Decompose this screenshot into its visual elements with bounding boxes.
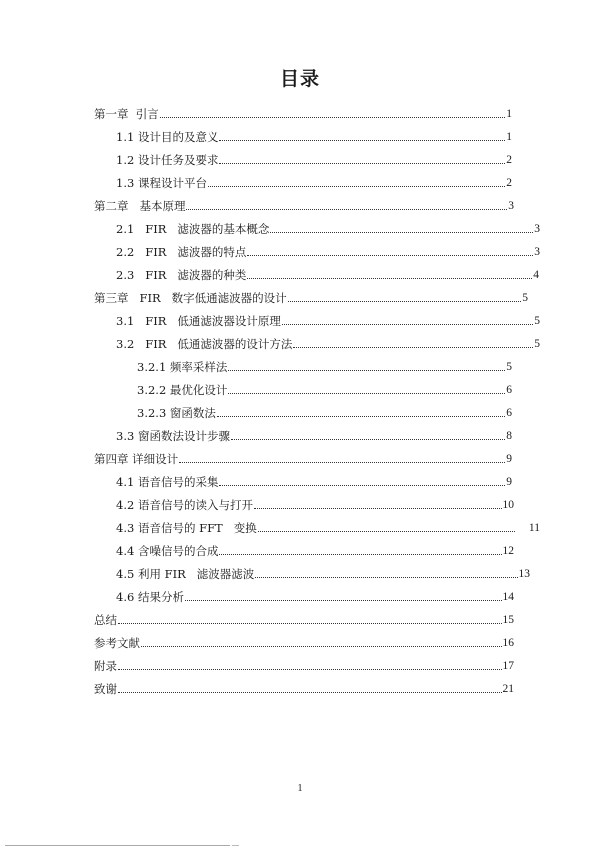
toc-entry[interactable]	[94, 676, 514, 696]
leader-dots	[141, 636, 502, 650]
toc-entry-label: 致谢	[94, 682, 117, 696]
toc-entry[interactable]	[116, 147, 512, 167]
leader-dots	[228, 383, 505, 397]
toc-entry-label: 2.2 FIR 滤波器的特点	[116, 245, 247, 259]
toc-entry[interactable]	[116, 308, 540, 328]
leader-dots	[219, 130, 505, 144]
toc-entry[interactable]	[116, 584, 514, 604]
toc-entry-page: 2	[506, 177, 512, 189]
toc-entry-label: 第四章 详细设计	[94, 452, 179, 466]
footer-rule	[5, 845, 230, 846]
leader-dots	[282, 314, 533, 328]
toc-entry[interactable]	[94, 653, 514, 673]
toc-entry[interactable]	[116, 515, 540, 535]
toc-entry[interactable]	[94, 285, 528, 305]
leader-dots	[219, 475, 505, 489]
leader-dots	[118, 682, 502, 696]
toc-entry[interactable]	[116, 423, 512, 443]
toc-entry-label: 4.4 含噪信号的合成	[116, 544, 219, 558]
leader-dots	[254, 498, 502, 512]
toc-entry-page: 5	[506, 361, 512, 373]
leader-dots	[288, 291, 522, 305]
toc-entry-label: 第三章 FIR 数字低通滤波器的设计	[94, 291, 287, 305]
toc-entry-page: 11	[528, 522, 540, 534]
leader-dots	[160, 107, 505, 121]
leader-dots	[231, 429, 505, 443]
toc-entry-page: 14	[502, 591, 514, 603]
toc-entry-label: 3.1 FIR 低通滤波器设计原理	[116, 314, 281, 328]
leader-dots	[186, 199, 507, 213]
toc-entry-page: 21	[502, 683, 514, 695]
toc-entry-page: 9	[506, 476, 512, 488]
toc-entry-label: 附录	[94, 659, 117, 673]
toc-entry-label: 3.2.3 窗函数法	[137, 406, 216, 420]
toc-entry[interactable]	[94, 101, 512, 121]
leader-dots	[217, 406, 505, 420]
toc-entry-label: 1.1 设计目的及意义	[116, 130, 219, 144]
toc-entry[interactable]	[116, 538, 514, 558]
toc-entry-page: 4	[533, 269, 539, 281]
toc-entry-label: 2.3 FIR 滤波器的种类	[116, 268, 247, 282]
toc-entry-page: 17	[502, 660, 514, 672]
leader-dots	[258, 521, 515, 535]
toc-entry-label: 总结	[94, 613, 117, 627]
page-number: 1	[297, 783, 303, 794]
leader-dots	[208, 176, 505, 190]
toc-entry-page: 8	[506, 430, 512, 442]
toc-entry-page: 13	[518, 568, 530, 580]
toc-entry-label: 4.2 语音信号的读入与打开	[116, 498, 253, 512]
toc-entry-page: 3	[508, 200, 514, 212]
leader-dots	[228, 360, 505, 374]
toc-entry-page: 6	[506, 407, 512, 419]
toc-entry-page: 5	[534, 315, 540, 327]
leader-dots	[219, 544, 501, 558]
toc-entry[interactable]	[116, 170, 512, 190]
leader-dots	[179, 452, 505, 466]
toc-entry-label: 3.2 FIR 低通滤波器的设计方法	[116, 337, 293, 351]
leader-dots	[185, 590, 502, 604]
toc-entry-label: 第二章 基本原理	[94, 199, 186, 213]
leader-dots	[118, 613, 502, 627]
toc-entry[interactable]	[137, 354, 512, 374]
toc-entry-label: 4.6 结果分析	[116, 590, 184, 604]
toc-entry-page: 5	[522, 292, 528, 304]
toc-entry[interactable]	[116, 561, 530, 581]
toc-entry-page: 6	[506, 384, 512, 396]
toc-entry[interactable]	[137, 400, 512, 420]
toc-entry[interactable]	[137, 377, 512, 397]
toc-entry-page: 1	[506, 108, 512, 120]
leader-dots	[118, 659, 502, 673]
toc-entry-page: 9	[506, 453, 512, 465]
leader-dots	[293, 337, 533, 351]
toc-entry-page: 3	[534, 223, 540, 235]
toc-entry[interactable]	[116, 262, 539, 282]
toc-entry-label: 参考文献	[94, 636, 140, 650]
toc-entry-label: 4.5 利用 FIR 滤波器滤波	[116, 567, 255, 581]
toc-entry[interactable]	[94, 630, 514, 650]
toc-entry[interactable]	[116, 469, 512, 489]
toc-entry[interactable]	[94, 193, 514, 213]
toc-entry[interactable]	[116, 124, 512, 144]
toc-entry-label: 1.3 课程设计平台	[116, 176, 207, 190]
toc-entry-page: 16	[502, 637, 514, 649]
toc-entry-page: 1	[506, 131, 512, 143]
toc-entry[interactable]	[116, 216, 540, 236]
toc-entry-label: 2.1 FIR 滤波器的基本概念	[116, 222, 270, 236]
toc-entry[interactable]	[116, 239, 540, 259]
toc-entry-label: 1.2 设计任务及要求	[116, 153, 219, 167]
toc-entry[interactable]	[94, 607, 514, 627]
leader-dots	[247, 245, 533, 259]
leader-dots	[247, 268, 532, 282]
leader-dots	[255, 567, 517, 581]
toc-entry-page: 3	[534, 246, 540, 258]
toc-entry-label: 3.3 窗函数法设计步骤	[116, 429, 230, 443]
toc-entry-page: 10	[502, 499, 514, 511]
toc-entry-page: 12	[502, 545, 514, 557]
toc-entry-label: 4.1 语音信号的采集	[116, 475, 219, 489]
toc-entry-label: 3.2.1 频率采样法	[137, 360, 228, 374]
toc-entry-label: 4.3 语音信号的 FFT 变换	[116, 521, 257, 535]
toc-entry-label: 第一章 引言	[94, 107, 159, 121]
leader-dots	[270, 222, 533, 236]
toc-title: 目录	[279, 68, 320, 90]
toc-entry[interactable]	[116, 331, 540, 351]
toc-entry[interactable]	[116, 492, 514, 512]
toc-entry[interactable]	[94, 446, 512, 466]
footer-rule-end	[232, 845, 239, 846]
toc-entry-page: 15	[502, 614, 514, 626]
toc-entry-page: 2	[506, 154, 512, 166]
toc-entry-label: 3.2.2 最优化设计	[137, 383, 228, 397]
toc-entry-page: 5	[534, 338, 540, 350]
leader-dots	[219, 153, 505, 167]
